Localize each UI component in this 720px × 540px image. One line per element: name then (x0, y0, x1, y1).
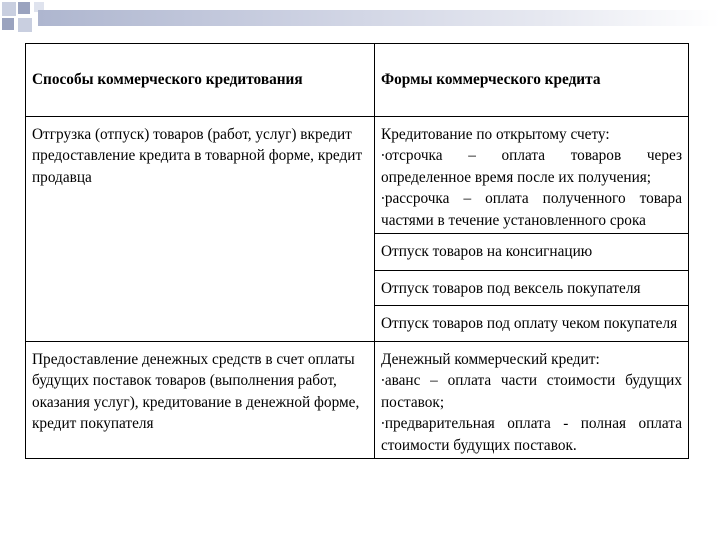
decor-square (18, 18, 32, 32)
header-forms: Формы коммерческого кредита (375, 44, 689, 117)
header-methods: Способы коммерческого кредитования (26, 44, 375, 117)
method-text: Отгрузка (отпуск) товаров (работ, услуг) вкредит предоставление кредита в товарной форме, кредит продавца (32, 125, 363, 186)
money-credit-item-advance: ∙аванс – оплата части стоимости будущих поставок; (381, 372, 682, 411)
header-row (26, 44, 689, 117)
table-row (26, 341, 689, 459)
money-credit-item-prepayment: ∙предварительная оплата - полная оплата стоимости будущих поставок. (381, 415, 682, 454)
form-consignment: Отпуск товаров на консигнацию (375, 234, 689, 271)
open-account-item-deferral: ∙отсрочка – оплата товаров через определенное время после их получения; (381, 147, 682, 186)
decor-square (2, 18, 14, 30)
decor-square (18, 2, 30, 14)
open-account-title: Кредитование по открытому счету: (381, 125, 610, 143)
credit-table (25, 43, 689, 459)
decor-square (2, 2, 16, 16)
top-gradient-bar (38, 10, 720, 26)
form-money-credit (375, 341, 689, 459)
form-open-account (375, 116, 689, 234)
form-cheque: Отпуск товаров под оплату чеком покупателя (375, 306, 689, 342)
table-row (26, 116, 689, 234)
form-bill: Отпуск товаров под вексель покупателя (375, 270, 689, 306)
method-goods-credit (26, 116, 375, 341)
money-credit-title: Денежный коммерческий кредит: (381, 350, 600, 368)
open-account-item-installment: ∙рассрочка – оплата полученного товара частями в течение установленного срока (381, 190, 682, 229)
method-money-credit: Предоставление денежных средств в счет оплаты будущих поставок товаров (выполнения работ, оказания услуг), кредитование в денежной форме, кредит покупателя (26, 341, 375, 459)
